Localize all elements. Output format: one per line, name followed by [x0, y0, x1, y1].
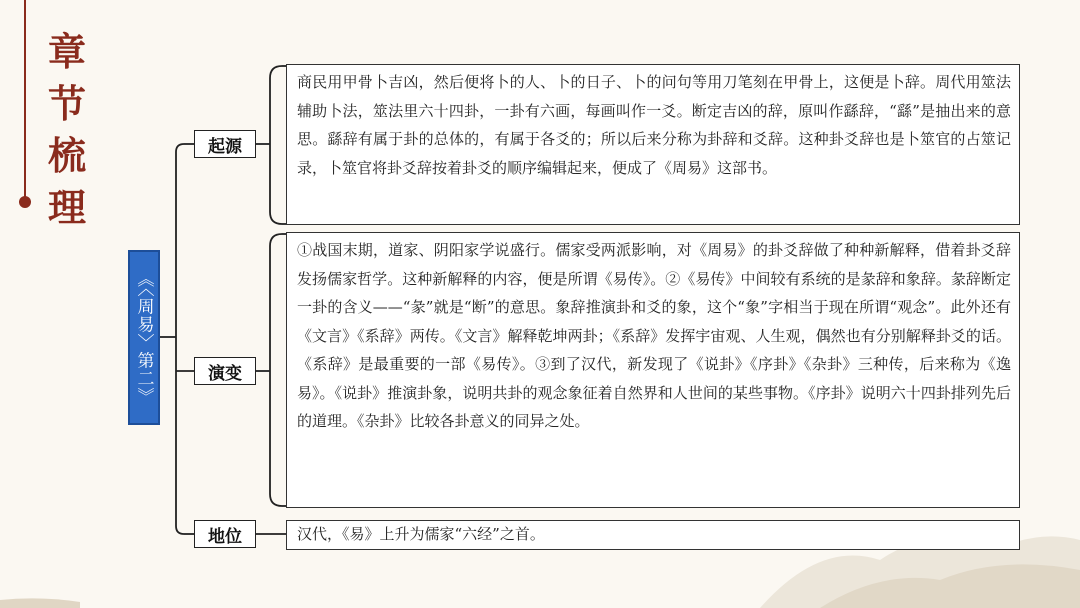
page-title [42, 26, 92, 234]
title-char: 理 [47, 185, 86, 230]
decorative-dot [19, 196, 31, 208]
branch-node-status: 地位 [194, 520, 256, 548]
content-box-evolution: ①战国末期，道家、阴阳家学说盛行。儒家受两派影响，对《周易》的卦爻辞做了种种新解释，借着卦爻辞发扬儒家哲学。这种新解释的内容，便是所谓《易传》。②《易传》中间较有系统的是彖辞和象辞。彖辞断定一卦的含义——“彖”就是“断”的意思。象辞推演卦和爻的象，这个“象”字相当于现在所谓“观念”。此外还有《文言》《系辞》两传。《文言》解释乾坤两卦；《系辞》发挥宇宙观、人生观，偶然也有分别解释卦爻的话。《系辞》是最重要的一部《易传》。③到了汉代，新发现了《说卦》《序卦》《杂卦》三种传，后来称为《逸易》。《说卦》推演卦象，说明共卦的观念象征着自然界和人世间的某些事物。《序卦》说明六十四卦排列先后的道理。《杂卦》比较各卦意义的同异之处。 [286, 232, 1020, 508]
title-char: 章 [47, 29, 86, 74]
title-char: 节 [47, 81, 86, 126]
decorative-vertical-rule [24, 0, 26, 200]
content-box-origin: 商民用甲骨卜吉凶，然后便将卜的人、卜的日子、卜的问句等用刀笔刻在甲骨上，这便是卜辞。周代用筮法辅助卜法，筮法里六十四卦，一卦有六画，每画叫作一爻。断定吉凶的辞，原叫作繇辞，“繇”是抽出来的意思。繇辞有属于卦的总体的，有属于各爻的；所以后来分称为卦辞和爻辞。这种卦爻辞也是卜筮官的占筮记录，卜筮官将卦爻辞按着卦爻的顺序编辑起来，便成了《周易》这部书。 [286, 64, 1020, 225]
branch-node-evolution: 演变 [194, 357, 256, 385]
content-box-status: 汉代，《易》上升为儒家“六经”之首。 [286, 520, 1020, 550]
root-node: 《〈周易〉第二》 [128, 250, 160, 425]
branch-node-origin: 起源 [194, 130, 256, 158]
title-char: 梳 [47, 133, 86, 178]
